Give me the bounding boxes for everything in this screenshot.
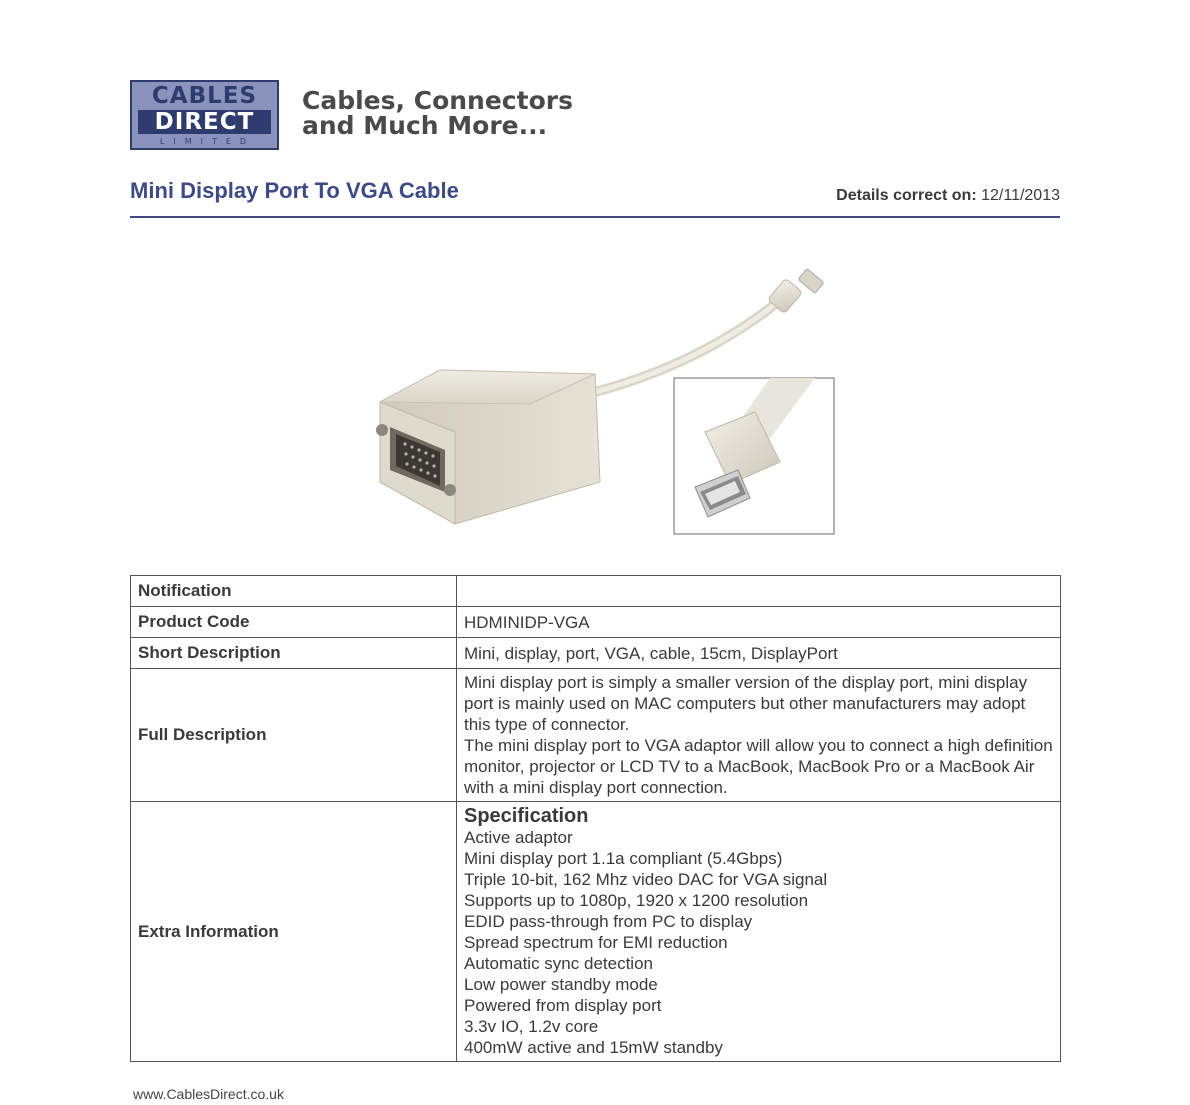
footer-website-url: www.CablesDirect.co.uk	[133, 1086, 284, 1102]
full-description-label: Full Description	[131, 669, 457, 802]
title-divider	[130, 216, 1060, 218]
full-description-value	[457, 669, 1061, 802]
extra-information-value	[457, 802, 1061, 1062]
list-item: 3.3v IO, 1.2v core	[464, 1017, 599, 1036]
table-row	[131, 669, 1061, 802]
full-description-paragraph-2: The mini display port to VGA adaptor will allow you to connect a high definition monitor, projector or LCD TV to a MacBook, MacBook Pro or a MacBook Air with a mini display port connection.	[464, 736, 1053, 797]
short-description-value: Mini, display, port, VGA, cable, 15cm, DisplayPort	[457, 638, 1061, 669]
list-item: Active adaptor	[464, 828, 573, 847]
list-item: Mini display port 1.1a compliant (5.4Gbps)	[464, 849, 783, 868]
tagline	[302, 88, 573, 138]
table-row	[131, 638, 1061, 669]
logo-word-direct: DIRECT	[138, 110, 271, 134]
company-logo	[130, 80, 279, 150]
product-details-table	[130, 575, 1061, 1062]
short-description-label: Short Description	[131, 638, 457, 669]
tagline-line-2: and Much More...	[302, 111, 548, 140]
product-image	[360, 262, 840, 542]
details-label: Details correct on:	[836, 187, 977, 204]
list-item: Low power standby mode	[464, 975, 658, 994]
extra-information-label: Extra Information	[131, 802, 457, 1062]
list-item: 400mW active and 15mW standby	[464, 1038, 723, 1057]
specification-heading: Specification	[464, 805, 589, 827]
list-item: Triple 10-bit, 162 Mhz video DAC for VGA signal	[464, 870, 828, 889]
table-row	[131, 607, 1061, 638]
product-code-label: Product Code	[131, 607, 457, 638]
list-item: Spread spectrum for EMI reduction	[464, 933, 728, 952]
full-description-paragraph-1: Mini display port is simply a smaller version of the display port, mini display port is mainly used on MAC computers but other manufacturers may adopt this type of connector.	[464, 673, 1028, 734]
table-row	[131, 576, 1061, 607]
list-item: Automatic sync detection	[464, 954, 653, 973]
logo-word-limited: LIMITED	[159, 137, 256, 146]
product-title: Mini Display Port To VGA Cable	[130, 178, 459, 203]
details-date: 12/11/2013	[981, 187, 1060, 204]
logo-word-cables: CABLES	[151, 83, 258, 109]
notification-value	[457, 576, 1061, 607]
specification-list	[464, 827, 1053, 1058]
list-item: EDID pass-through from PC to display	[464, 912, 753, 931]
product-code-value: HDMINIDP-VGA	[457, 607, 1061, 638]
details-correct-on	[836, 187, 1060, 205]
list-item: Powered from display port	[464, 996, 662, 1015]
notification-label: Notification	[131, 576, 457, 607]
tagline-line-1: Cables, Connectors	[302, 86, 573, 115]
table-row	[131, 802, 1061, 1062]
list-item: Supports up to 1080p, 1920 x 1200 resolution	[464, 891, 809, 910]
